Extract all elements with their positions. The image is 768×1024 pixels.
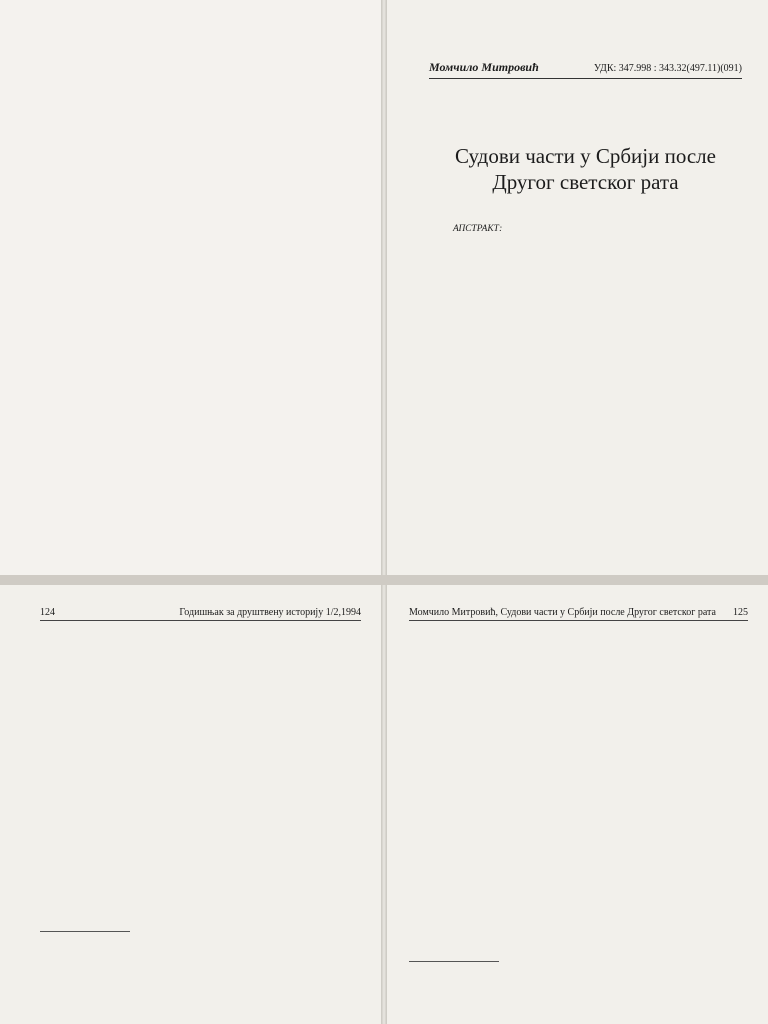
udk-code: УДК: 347.998 : 343.32(497.11)(091): [593, 63, 742, 74]
page-124: [0, 585, 383, 1024]
footnotes: [40, 936, 361, 1016]
article-first-page: [385, 0, 768, 575]
title-line-2: Другог светског рата: [492, 170, 679, 194]
blank-page: [0, 0, 383, 575]
scan-seam: [0, 575, 768, 585]
page-number: 125: [733, 607, 748, 618]
author-name: Момчило Митровић: [429, 60, 539, 74]
body-paragraph: [429, 529, 742, 575]
title-line-1: Судови части у Србији после: [454, 144, 716, 168]
body-text: [409, 633, 748, 953]
page-125: [385, 585, 768, 1024]
running-header: [409, 607, 748, 621]
abstract: [453, 223, 732, 373]
footnote-rule: [40, 931, 130, 932]
running-header: [40, 607, 361, 621]
book-spine: [381, 0, 387, 1024]
footnotes: [409, 966, 748, 1024]
running-title: Момчило Митровић, Судови части у Србији после Другог светског рата: [409, 607, 716, 618]
running-header: [429, 60, 742, 75]
body-text: [40, 633, 361, 923]
article-title: [429, 143, 742, 195]
journal-title: Годишњак за друштвену историју 1/2,1994: [179, 607, 361, 618]
footnote-rule: [409, 961, 499, 962]
header-rule: [429, 78, 742, 79]
page-number: 124: [40, 607, 55, 618]
body-paragraph: [429, 419, 742, 529]
abstract-label: АПСТРАКТ:: [453, 224, 503, 234]
